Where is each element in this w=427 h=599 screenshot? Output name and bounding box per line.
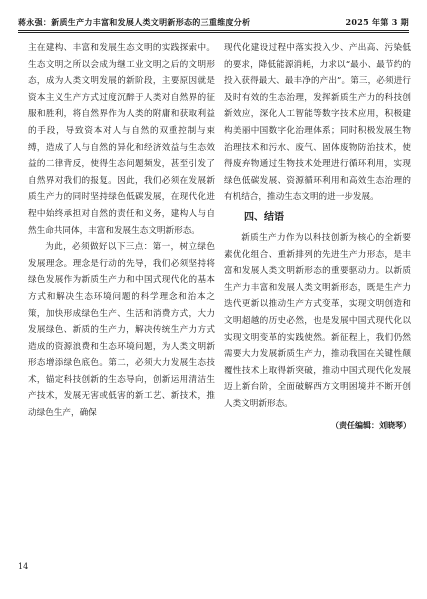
left-column — [28, 40, 215, 422]
section-heading: 四、结语 — [244, 211, 284, 223]
header-rule-thin — [18, 32, 409, 33]
editor-credit: （责任编辑：刘晓琴） — [331, 421, 411, 431]
body-paragraph: 现代化建设过程中落实投入少、产出高、污染低的要求，降低能源消耗，力求以“最小、最节约的投入获得最大、最丰净的产出”。第三，必须进行及时有效的生态治理，发挥新质生产力的科技创新效应，深化人工智能等数字技术应用，积极建构美丽中国数字化治理体系；同时积极发展生物治理技术和污水、废气、固体废物防治技术，使得废弃物通过生物技术处理进行循环利用，实现绿色低碳发展、资源循环利用和高效生态治理的有机结合，推动生态文明的进一步发展。 — [224, 43, 411, 203]
running-header — [18, 14, 409, 28]
right-column — [224, 40, 411, 435]
issue-label: 2025 年第 3 期 — [345, 17, 409, 27]
running-title: 蒋永强：新质生产力丰富和发展人类文明新形态的三重维度分析 — [18, 17, 251, 27]
body-paragraph: 主在建构、丰富和发展生态文明的实践探索中。生态文明之所以会成为继工业文明之后的文明形态，成为人类文明发展的新阶段，主要原因就是资本主义生产方式过度沉醉于人类对自然界的征服和胜利，将自然界作为人类的附庸和获取利益的手段，导致资本对人与自然的双重控制与束缚，造成了人与自然的异化和经济效益与生态效益的二律背反，使得生态问题频发，甚至引发了自然界对我们的报复。因此，我们必须在发展新质生产力的同时坚持绿色低碳发展，在现代化进程中始终承担对自然的责任和义务，建构人与自然生命共同体，丰富和发展生态文明新形态。 — [28, 43, 215, 236]
page-number: 14 — [18, 562, 29, 571]
body-paragraph: 为此，必须做好以下三点：第一，树立绿色发展理念。理念是行动的先导，我们必须坚持将绿色发展作为新质生产力和中国式现代化的基本方式和解决生态环境问题的科学理念和治本之策，加快形成绿色生产、生活和消费方式，大力发展绿色、新质的生产力，解决传统生产力方式造成的资源浪费和生态环境问题，为人类文明新形态增添绿色底色。第二，必须大力发展生态技术，锚定科技创新的生态导向，创新运用清洁生产技术，发展无害或低害的新工艺、新技术，推动绿色生产，确保 — [28, 242, 215, 419]
body-paragraph: 新质生产力作为以科技创新为核心的全新要素优化组合、重新排列的先进生产力形态，是丰富和发展人类文明新形态的重要驱动力。以新质生产力丰富和发展人类文明新形态，既是生产力迭代更新以推动生产方式变革，实现文明创造和文明超越的历史必然，也是发展中国式现代化以实现文明变革的实践使然。新征程上，我们仍然需要大力发展新质生产力，推动我国在关键性颠覆性技术上取得新突破，推动中国式现代化发展迈上新台阶，全面破解西方文明困境并不断开创人类文明新形态。 — [224, 232, 411, 409]
header-rule — [18, 30, 409, 31]
